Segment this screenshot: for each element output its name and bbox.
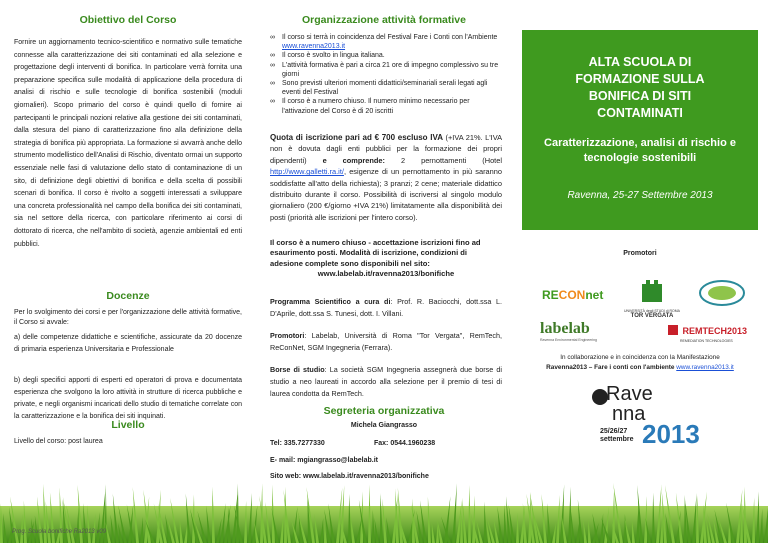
segreteria-title: Segreteria organizzativa [323, 405, 445, 417]
labelab-logo: labelab Ravenna Environmental Engineering [540, 320, 598, 342]
list-item: ∞ L'attività formativa è pari a circa 21 ore di impegno complessivo su tre giorni [270, 61, 502, 79]
list-item: ∞ Il corso è svolto in lingua italiana. [270, 51, 502, 60]
promotori-heading: Promotori [623, 250, 657, 257]
livello-text: Livello del corso: post laurea [14, 438, 103, 445]
torvergata-logo: UNIVERSITÀ degli STUDI di ROMA TOR VERGATA [622, 276, 682, 319]
school-title: ALTA SCUOLA DI FORMAZIONE SULLA BONIFICA DI SITI CONTAMINATI [575, 55, 705, 120]
docenze-intro: Per lo svolgimento dei corsi e per l'organizzazione delle attività formative, il Corso si avvale: [14, 309, 242, 326]
livello-title: Livello [111, 419, 145, 431]
fax-text: Fax: 0544.1960238 [374, 440, 436, 447]
list-item: ∞ Il corso è a numero chiuso. Il numero minimo necessario per l'attivazione del Corso è di 20 iscritti [270, 97, 502, 115]
footer-note: Prog. Scuola bonifiche Ra2013 v09 [12, 529, 107, 535]
ravenna2013-link[interactable]: www.ravenna2013.it [282, 43, 346, 51]
collaborazione-text: In collaborazione e in coincidenza con la Manifestazione Ravenna2013 – Fare i conti con l'ambiente www.ravenna2013.it [546, 354, 734, 371]
docenze-item-b: b) degli specifici apporti di esperti ed operatori di prova e documentata esperienza che svolgono la loro attività in strutture di ricerca pubbliche e private, e negli organismi incaricati dello studio di tematiche correlate con la caratterizzazione e la bonifica dei siti inquinati. [14, 377, 242, 420]
docenze-title: Docenze [106, 290, 150, 302]
tel-text: Tel: 335.7277330 [270, 440, 325, 447]
torvergata-emblem-icon [640, 276, 664, 304]
segreteria-name: Michela Giangrasso [350, 422, 418, 429]
chiuso-link[interactable]: www.labelab.it/ravenna2013/bonifiche [317, 269, 455, 279]
obiettivo-text: Fornire un aggiornamento tecnico-scientifico e normativo sulle tematiche connesse alla caratterizzazione dei siti contaminati ed alla selezione e progettazione degli interventi di bonifica. In particolare verrà fornita una preparazione specifica sulle modalità di applicazione della procedura di analisi di rischio e sulle tecnologie di bonifica sostenibili (moduli giornalieri). Scopo primario del corso è quindi quello di fornire ai partecipanti le principali nozioni relative alla gestione dei siti contaminati, dalla stesura del piano di caratterizzazione fino alla definizione della strategia di bonifica più appropriata. La formazione si avvarrà anche dello strumento modellistico dell'Analisi di Rischio, diventato ormai un supporto essenziale nelle fasi di valutazione dello stato di contaminazione di un sito, di definizione degli obiettivi di bonifica e della scelta di possibili scenari di bonifica. Il corso è rivolto a soggetti interessati a sviluppare una concreta professionalità nel campo della bonifica dei siti contaminati, sia nel settore della ricerca, con particolare riferimento ai corsi di dottorato di ricerca, che nell'ambito di società, agenzie ambientali ed enti pubblici. [14, 39, 242, 248]
promotori-paragraph: Promotori: Labelab, Università di Roma "Tor Vergata", RemTech, ReConNet, SGM Ingegneria (Ferrara). [270, 331, 502, 352]
reconnet-logo: RECONnet [542, 288, 604, 302]
obiettivo-title: Obiettivo del Corso [79, 14, 177, 26]
school-date: Ravenna, 25-27 Settembre 2013 [567, 190, 713, 201]
docenze-item-a: a) delle competenze didattiche e scientifiche, assicurate da 20 docenze di primaria esperienza Universitaria e Professionale [14, 334, 242, 353]
chiuso-paragraph: Il corso è a numero chiuso - accettazione iscrizioni fino ad esaurimento posti. Modalità di iscrizione, condizioni di adesione complete sono disponibili nel sito: www.labelab.it/ravenna2013/bonifiche [270, 238, 502, 280]
hotel-link[interactable]: http://www.galletti.ra.it/ [270, 167, 344, 177]
organizzazione-title: Organizzazione attività formative [302, 14, 466, 26]
sgm-logo [698, 278, 746, 308]
quota-paragraph: Quota di iscrizione pari ad € 700 escluso IVA (+IVA 21%. L'IVA non è dovuta dagli enti pubblici per la formazione dei propri dipendenti) e comprende: 2 pernottamenti (Hotel http://www.galletti.ra.it/, esigenze di un pernottamento in più saranno soddisfatte all'atto della richiesta); 3 pranzi; 2 cene; materiale didattico distribuito durante il corso. Possibilità di iscriversi al singolo modulo giornaliero (200 €/giorno +IVA 21%) limitatamente alla disponibilità dei posti (priorità alle iscrizioni per l'intero corso). [270, 133, 503, 222]
title-box [522, 30, 758, 230]
ravenna2013-link[interactable]: www.ravenna2013.it [676, 363, 734, 371]
grass-footer [0, 476, 768, 543]
organizzazione-list [270, 33, 502, 116]
borse-paragraph: Borse di studio: La società SGM Ingegneria assegnerà due borse di studio a neo laureati in accordo alla selezione per il premio di tesi di laurea condotta da RemTech. [270, 365, 502, 398]
school-subtitle: Caratterizzazione, analisi di rischio e tecnologie sostenibili [544, 137, 736, 164]
sgm-emblem-icon [698, 278, 746, 308]
programma-paragraph: Programma Scientifico a cura di: Prof. R. Baciocchi, dott.ssa L. D'Aprile, dott.ssa S. Tunesi, dott. I. Villani. [270, 297, 502, 318]
website-text[interactable]: Sito web: www.labelab.it/ravenna2013/bonifiche [270, 473, 429, 480]
remtech-logo: REMTECH2013 REMEDIATION TECHNOLOGIES [668, 321, 747, 343]
list-item: ∞ Il corso si terrà in coincidenza del Festival Fare i Conti con l'Ambiente www.ravenna2013.it [270, 33, 502, 51]
ravenna2013-logo: Rave nna 25/26/27 settembre 2013 [592, 385, 702, 455]
list-item: ∞ Sono previsti ulteriori momenti didattici/seminariali serali legati agli eventi del Festival [270, 79, 502, 97]
email-text[interactable]: E- mail: mgiangrasso@labelab.it [270, 457, 378, 464]
